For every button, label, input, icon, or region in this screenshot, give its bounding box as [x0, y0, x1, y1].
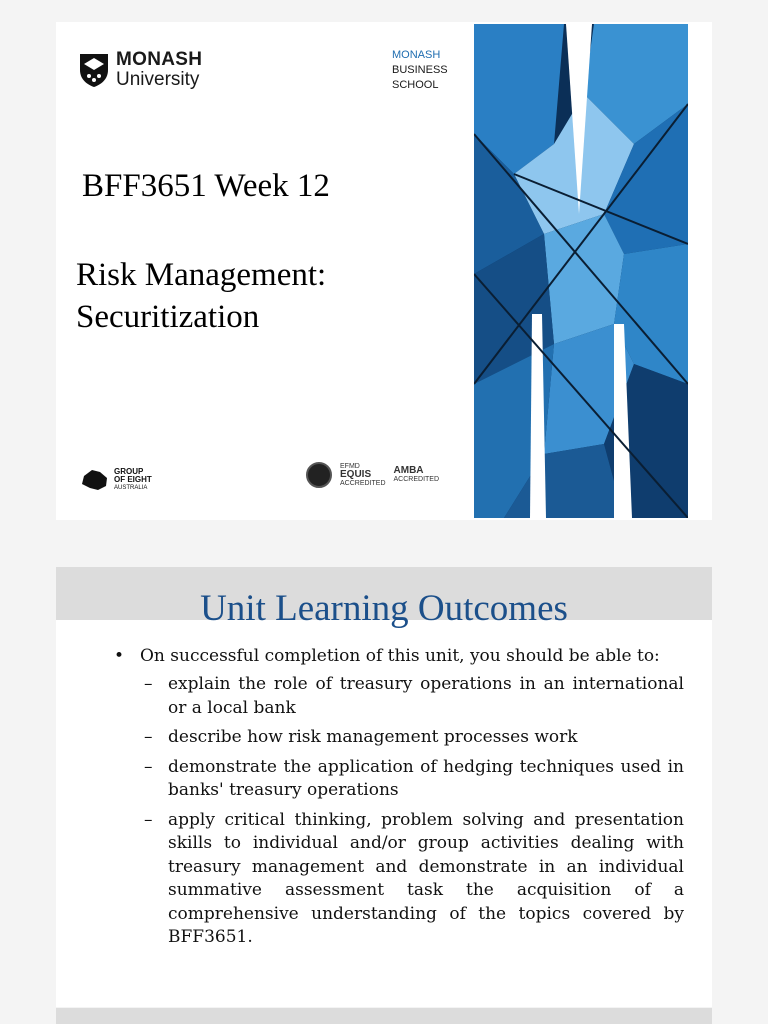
blue-glass-artwork: [474, 24, 688, 518]
list-item: – explain the role of treasury operations in an international or a local bank: [144, 674, 684, 718]
list-item: – describe how risk management processes work: [144, 727, 578, 747]
course-code: BFF3651 Week 12: [82, 168, 330, 204]
australia-map-icon: [80, 468, 110, 492]
bullet-icon: •: [114, 646, 125, 666]
title-slide: [56, 22, 712, 520]
equis-logo: EFMD EQUIS ACCREDITED: [340, 462, 386, 487]
learning-outcomes-slide: [56, 567, 712, 1007]
list-item: – apply critical thinking, problem solving and presentation skills to individual and/or group activities dealing with treasury management and demonstrate in an individual summative assessment task the acquisition of a comprehensive understanding of the topics covered by BFF3651.: [144, 809, 684, 947]
lead-bullet: • On successful completion of this unit, you should be able to:: [114, 646, 660, 666]
university-name: MONASH: [116, 49, 203, 70]
monash-university-logo: [78, 50, 202, 90]
list-item: – demonstrate the application of hedging techniques used in banks' treasury operations: [144, 756, 684, 800]
next-slide-header-band: [56, 1008, 712, 1024]
group-of-eight-logo: GROUP OF EIGHT AUSTRALIA: [80, 468, 152, 492]
outcomes-list: [114, 645, 684, 956]
university-subname: University: [116, 69, 200, 90]
monash-crest-icon: [78, 52, 110, 88]
accreditation-logos: [306, 462, 439, 488]
slide-title: Unit Learning Outcomes: [200, 588, 568, 629]
business-school-label: MONASH BUSINESS SCHOOL: [392, 49, 448, 91]
amba-logo: AMBA ACCREDITED: [393, 464, 440, 483]
aacsb-badge-icon: [306, 462, 332, 488]
slide-title: Risk Management: Securitization: [76, 257, 327, 335]
